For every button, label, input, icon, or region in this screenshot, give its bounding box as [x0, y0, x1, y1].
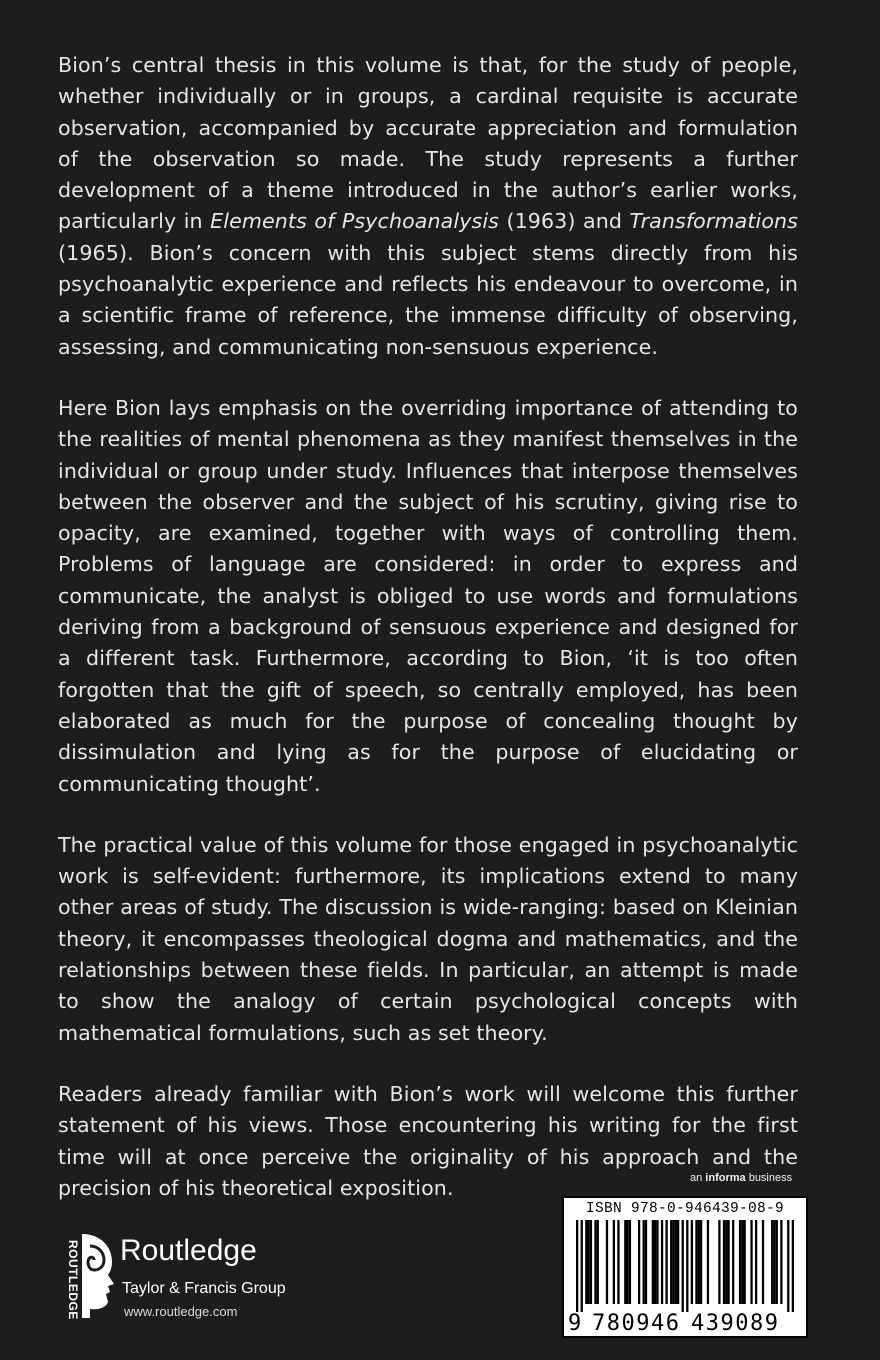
book-title-elements: Elements of Psychoanalysis: [210, 209, 499, 234]
book-title-transformations: Transformations: [629, 209, 799, 234]
barcode-bar: [652, 1220, 654, 1304]
barcode-bar: [675, 1220, 677, 1304]
barcode-bar: [677, 1220, 679, 1304]
isbn-label: ISBN 978-0-946439-08-9: [585, 1201, 785, 1217]
barcode-bar: [750, 1220, 752, 1304]
blurb-text: (1963) and: [498, 209, 630, 234]
blurb-paragraph-4: Readers already familiar with Bion’s work will welcome this further statement of his views. Those encountering his writing for the first time will at once perceive the originality of his approach and the precision of his theoretical exposition.: [58, 1081, 798, 1200]
informa-prefix: an: [690, 1172, 706, 1184]
routledge-logo: [60, 1228, 360, 1328]
publisher-group: Taylor & Francis Group: [122, 1280, 286, 1297]
barcode-bar: [686, 1220, 688, 1312]
barcode-bar: [762, 1220, 764, 1304]
barcode-bar: [682, 1220, 684, 1312]
publisher-name: Routledge: [120, 1234, 257, 1267]
barcode-bar: [638, 1220, 640, 1304]
routledge-vertical-mark: ROUTLEDGE: [66, 1240, 80, 1320]
barcode-bar: [755, 1220, 757, 1304]
barcode-bar: [695, 1220, 697, 1304]
barcode-bars: [576, 1220, 794, 1312]
isbn-barcode: [562, 1196, 808, 1338]
barcode-bar: [780, 1220, 782, 1304]
barcode-bar: [727, 1220, 729, 1304]
barcode-bar: [771, 1220, 773, 1304]
barcode-bar: [672, 1220, 674, 1304]
barcode-bar: [661, 1220, 663, 1304]
ean-left-group: 780946: [592, 1311, 681, 1336]
barcode-bar: [576, 1220, 578, 1312]
barcode-bar: [624, 1220, 626, 1304]
barcode-bar: [585, 1220, 587, 1304]
barcode-bar: [718, 1220, 720, 1304]
back-cover-blurb: [58, 50, 798, 1234]
barcode-bar: [626, 1220, 628, 1304]
barcode-bar: [741, 1220, 743, 1304]
barcode-bar: [613, 1220, 615, 1304]
barcode-bar: [654, 1220, 656, 1304]
barcode-bar: [670, 1220, 672, 1304]
barcode-bar: [643, 1220, 645, 1304]
blurb-paragraph-1: [58, 50, 798, 363]
barcode-bar: [776, 1220, 778, 1304]
informa-suffix: business: [745, 1172, 793, 1184]
blurb-paragraph-2: Here Bion lays emphasis on the overriding importance of attending to the realities of mental phenomena as they manifest themselves in the individual or group under study. Influences that interpose themselves between the observer and the subject of his scrutiny, giving rise to opacity, are examined, together with ways of controlling them. Problems of language are considered: in order to express and communicate, the analyst is obliged to use words and formulations deriving from a background of sensuous experience and designed for a different task. Furthermore, according to Bion, ‘it is too often forgotten that the gift of speech, so centrally employed, has been elaborated as much for the purpose of concealing thought by dissimulation and lying as for the purpose of elucidating or communicating thought’.: [58, 395, 798, 796]
barcode-bar: [656, 1220, 658, 1304]
barcode-bar: [645, 1220, 647, 1304]
barcode-bar: [773, 1220, 775, 1304]
blurb-text: Bion’s central thesis in this volume is that, for the study of people, whether individually or in groups, a cardinal requisite is accurate observation, accompanied by accurate appreciation and formulation of the observation so made. The study represents a further development of a theme introduced in the author’s earlier works, particularly in: [58, 53, 798, 234]
blurb-text: (1965). Bion’s concern with this subject stems directly from his psychoanalytic experience and reflects his endeavour to overcome, in a scientific frame of reference, the immense difficulty of observing, assessing, and communicating non-sensuous experience.: [58, 240, 798, 359]
barcode-bar: [691, 1220, 693, 1304]
barcode-bar: [665, 1220, 667, 1304]
ean-first-digit: 9: [568, 1311, 582, 1336]
barcode-bar: [723, 1220, 725, 1304]
barcode-bar: [725, 1220, 727, 1304]
barcode-bar: [594, 1220, 596, 1304]
barcode-bar: [597, 1220, 599, 1304]
informa-business-tag: [690, 1172, 792, 1184]
barcode-bar: [739, 1220, 741, 1304]
blurb-paragraph-3: The practical value of this volume for those engaged in psychoanalytic work is self-evident: furthermore, its implications extend to many other areas of study. The discussion is wide-ranging: based on Kleinian theory, it encompasses theological dogma and mathematics, and the relationships between these fields. In particular, an attempt is made to show the analogy of certain psychological concepts with mathematical formulations, such as set theory.: [58, 832, 798, 1045]
barcode-bar: [744, 1220, 746, 1304]
barcode-bar: [732, 1220, 734, 1304]
barcode-bar: [698, 1220, 700, 1304]
barcode-bar: [700, 1220, 702, 1304]
barcode-bar: [590, 1220, 592, 1304]
barcode-bar: [792, 1220, 794, 1312]
barcode-bar: [587, 1220, 589, 1304]
barcode-bar: [606, 1220, 608, 1304]
barcode-bar: [581, 1220, 583, 1312]
barcode-bar: [707, 1220, 709, 1304]
barcode-bar: [629, 1220, 631, 1304]
publisher-url: www.routledge.com: [124, 1304, 238, 1319]
barcode-bar: [617, 1220, 619, 1304]
barcode-bar: [787, 1220, 789, 1312]
informa-brand: informa: [705, 1172, 746, 1184]
ean-right-group: 439089: [691, 1311, 780, 1336]
